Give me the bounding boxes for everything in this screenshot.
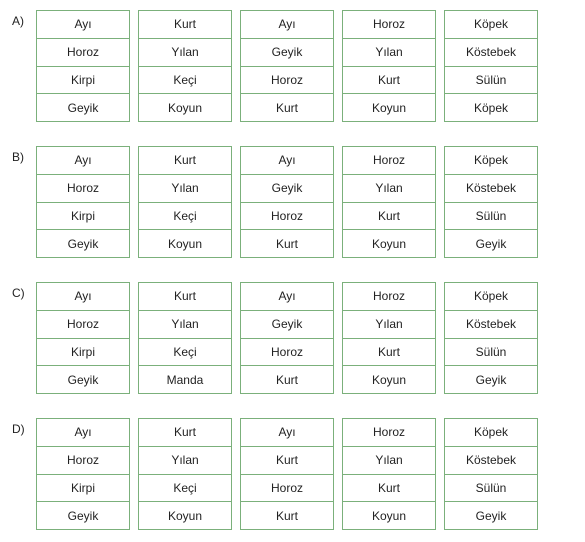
grid-column xyxy=(444,10,538,122)
grid-cell: Koyun xyxy=(371,372,407,387)
option-b[interactable] xyxy=(0,146,585,260)
grid-cell: Köpek xyxy=(445,283,537,311)
option-a[interactable] xyxy=(0,10,585,124)
grid-cell: Horoz xyxy=(241,203,333,231)
grid-cell: Horoz xyxy=(343,419,435,447)
grid-cell: Koyun xyxy=(371,236,407,251)
grid-cell: Yılan xyxy=(343,39,435,67)
grid-column xyxy=(138,10,232,122)
grid-cell: Yılan xyxy=(343,311,435,339)
grid-cell: Manda xyxy=(166,372,204,387)
grid-cell: Kurt xyxy=(139,11,231,39)
grid-column xyxy=(138,282,232,394)
grid-column xyxy=(444,282,538,394)
grid-cell: Koyun xyxy=(167,508,203,523)
grid-cell: Yılan xyxy=(343,447,435,475)
grid-cell: Kurt xyxy=(275,508,298,523)
grid-cell: Horoz xyxy=(37,447,129,475)
grid-cell: Kirpi xyxy=(37,339,129,367)
grid-cell: Koyun xyxy=(371,100,407,115)
option-d[interactable] xyxy=(0,418,585,532)
grid-column xyxy=(240,146,334,258)
grid-cell: Yılan xyxy=(139,175,231,203)
grid-cell: Kurt xyxy=(275,236,298,251)
grid-column xyxy=(240,418,334,530)
grid-cell: Horoz xyxy=(343,283,435,311)
grid-column xyxy=(342,10,436,122)
grid-cell: Yılan xyxy=(139,447,231,475)
grid-cell: Geyik xyxy=(67,508,99,523)
grid-column xyxy=(36,282,130,394)
grid-cell: Geyik xyxy=(241,39,333,67)
option-label: A) xyxy=(12,14,24,28)
grid-column xyxy=(342,146,436,258)
grid-column xyxy=(240,282,334,394)
grid-cell: Sülün xyxy=(445,475,537,503)
grid-cell: Kurt xyxy=(343,67,435,95)
grid-cell: Köpek xyxy=(445,147,537,175)
grid-cell: Sülün xyxy=(445,67,537,95)
grid-cell: Horoz xyxy=(37,311,129,339)
grid-cell: Horoz xyxy=(241,475,333,503)
grid-cell: Geyik xyxy=(475,508,507,523)
grid-column xyxy=(36,10,130,122)
option-c[interactable] xyxy=(0,282,585,396)
grid-cell: Yılan xyxy=(139,39,231,67)
grid-cell: Ayı xyxy=(37,283,129,311)
grid-cell: Horoz xyxy=(241,339,333,367)
grid-cell: Kurt xyxy=(139,419,231,447)
grid-column xyxy=(240,10,334,122)
grid-cell: Ayı xyxy=(241,419,333,447)
grid-cell: Keçi xyxy=(139,67,231,95)
grid-column xyxy=(138,146,232,258)
grid-cell: Sülün xyxy=(445,339,537,367)
grid-cell: Köstebek xyxy=(445,311,537,339)
grid-cell: Koyun xyxy=(167,236,203,251)
option-label: B) xyxy=(12,150,24,164)
grid-cell: Keçi xyxy=(139,203,231,231)
grid-cell: Kurt xyxy=(343,475,435,503)
grid-cell: Köpek xyxy=(473,100,509,115)
grid-cell: Geyik xyxy=(475,372,507,387)
grid-cell: Kurt xyxy=(139,283,231,311)
grid-cell: Kurt xyxy=(275,100,298,115)
grid-cell: Geyik xyxy=(241,311,333,339)
grid-cell: Geyik xyxy=(241,175,333,203)
grid-cell: Geyik xyxy=(67,236,99,251)
grid-cell: Kurt xyxy=(343,339,435,367)
grid-cell: Köstebek xyxy=(445,39,537,67)
grid-column xyxy=(342,282,436,394)
grid-cell: Köpek xyxy=(445,11,537,39)
grid-cell: Geyik xyxy=(475,236,507,251)
grid-cell: Kirpi xyxy=(37,67,129,95)
grid-cell: Ayı xyxy=(241,283,333,311)
grid-cell: Koyun xyxy=(167,100,203,115)
grid-cell: Kurt xyxy=(139,147,231,175)
grid-cell: Ayı xyxy=(241,11,333,39)
grid-column xyxy=(138,418,232,530)
grid-cell: Keçi xyxy=(139,339,231,367)
grid-cell: Kurt xyxy=(343,203,435,231)
option-label: D) xyxy=(12,422,25,436)
grid-cell: Yılan xyxy=(139,311,231,339)
grid-cell: Horoz xyxy=(343,11,435,39)
grid-column xyxy=(36,418,130,530)
grid-cell: Geyik xyxy=(67,372,99,387)
grid-cell: Ayı xyxy=(37,147,129,175)
grid-cell: Horoz xyxy=(343,147,435,175)
grid-cell: Geyik xyxy=(67,100,99,115)
grid-cell: Kurt xyxy=(241,447,333,475)
grid-column xyxy=(444,418,538,530)
grid-cell: Köpek xyxy=(445,419,537,447)
grid-cell: Horoz xyxy=(37,175,129,203)
grid-cell: Ayı xyxy=(37,11,129,39)
grid-cell: Ayı xyxy=(241,147,333,175)
option-label: C) xyxy=(12,286,25,300)
grid-cell: Horoz xyxy=(241,67,333,95)
grid-column xyxy=(36,146,130,258)
grid-cell: Horoz xyxy=(37,39,129,67)
grid-cell: Keçi xyxy=(139,475,231,503)
grid-cell: Köstebek xyxy=(445,175,537,203)
grid-cell: Kirpi xyxy=(37,203,129,231)
grid-cell: Ayı xyxy=(37,419,129,447)
grid-column xyxy=(444,146,538,258)
grid-cell: Kurt xyxy=(275,372,298,387)
grid-cell: Köstebek xyxy=(445,447,537,475)
grid-column xyxy=(342,418,436,530)
grid-cell: Koyun xyxy=(371,508,407,523)
grid-cell: Kirpi xyxy=(37,475,129,503)
grid-cell: Yılan xyxy=(343,175,435,203)
grid-cell: Sülün xyxy=(445,203,537,231)
